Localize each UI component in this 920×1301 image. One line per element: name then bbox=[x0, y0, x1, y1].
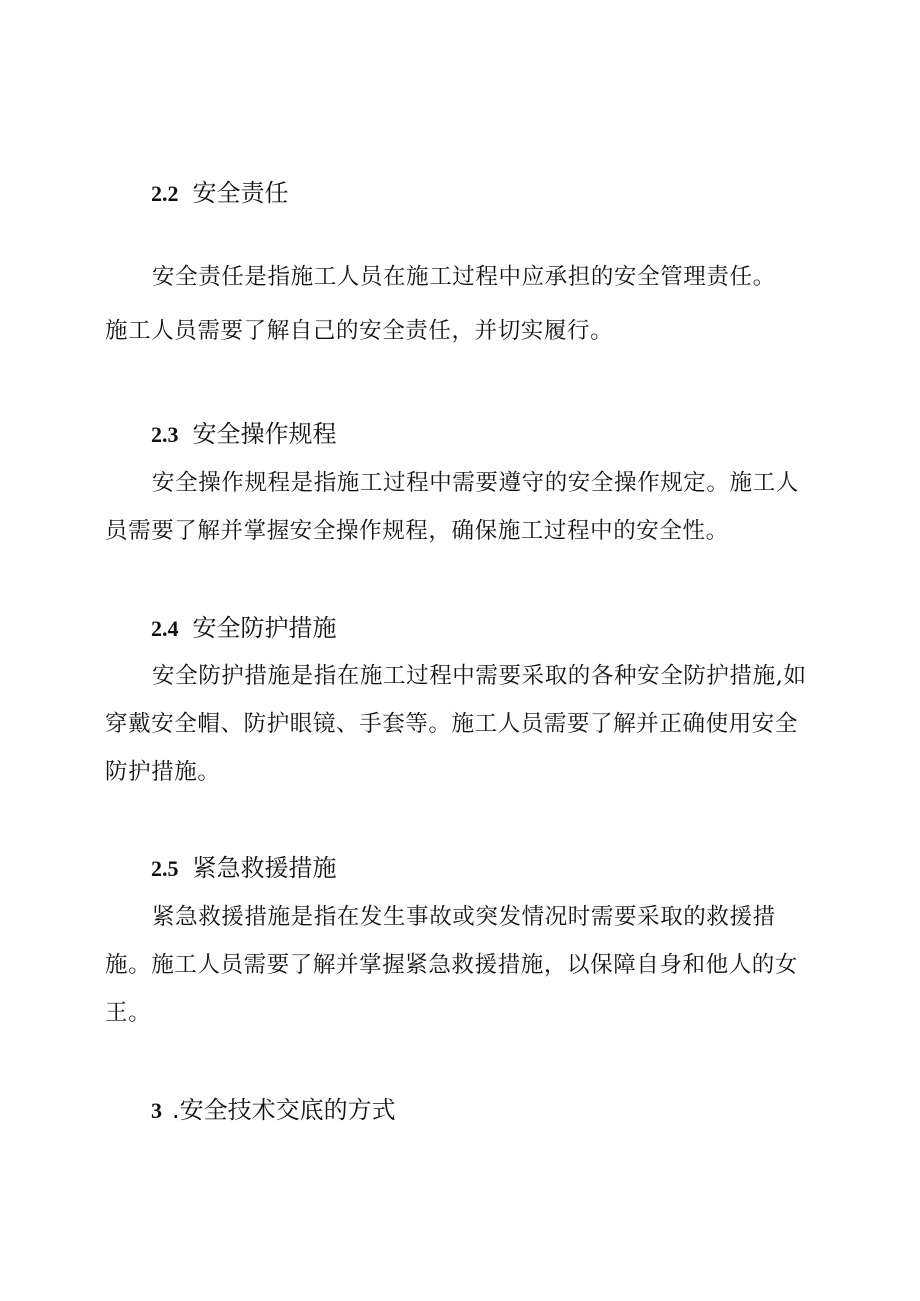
paragraph-line: 员需要了解并掌握安全操作规程，确保施工过程中的安全性。 bbox=[105, 518, 729, 544]
paragraph-line: 安全责任是指施工人员在施工过程中应承担的安全管理责任。 bbox=[152, 264, 776, 290]
paragraph-line: 安全防护措施是指在施工过程中需要采取的各种安全防护措施,如 bbox=[152, 663, 807, 689]
section-title: 安全责任 bbox=[192, 179, 289, 207]
paragraph-line: 王。 bbox=[105, 1000, 152, 1026]
paragraph-line: 施。施工人员需要了解并掌握紧急救援措施，以保障自身和他人的女 bbox=[105, 952, 799, 978]
section-number: 3 bbox=[151, 1098, 162, 1123]
paragraph-line: 安全操作规程是指施工过程中需要遵守的安全操作规定。施工人 bbox=[152, 470, 799, 496]
section-title: 安全操作规程 bbox=[192, 420, 337, 448]
section-number: 2.5 bbox=[151, 856, 179, 881]
section-heading-2-4 bbox=[151, 613, 337, 644]
section-title: 紧急救援措施 bbox=[192, 854, 337, 882]
section-number: 2.2 bbox=[151, 181, 179, 206]
paragraph-line: 穿戴安全帽、防护眼镜、手套等。施工人员需要了解并正确使用安全 bbox=[105, 711, 799, 737]
section-title: .安全技术交底的方式 bbox=[172, 1096, 396, 1124]
section-heading-2-5 bbox=[151, 853, 337, 884]
section-number: 2.4 bbox=[151, 616, 179, 641]
section-heading-2-3 bbox=[151, 419, 337, 450]
section-title: 安全防护措施 bbox=[192, 614, 337, 642]
section-heading-3 bbox=[151, 1095, 396, 1126]
section-heading-2-2 bbox=[151, 178, 289, 209]
paragraph-line: 紧急救援措施是指在发生事故或突发情况时需要采取的救援措 bbox=[152, 904, 776, 930]
section-number: 2.3 bbox=[151, 422, 179, 447]
paragraph-line: 防护措施。 bbox=[105, 759, 221, 785]
paragraph-line: 施工人员需要了解自己的安全责任，并切实履行。 bbox=[105, 318, 614, 344]
